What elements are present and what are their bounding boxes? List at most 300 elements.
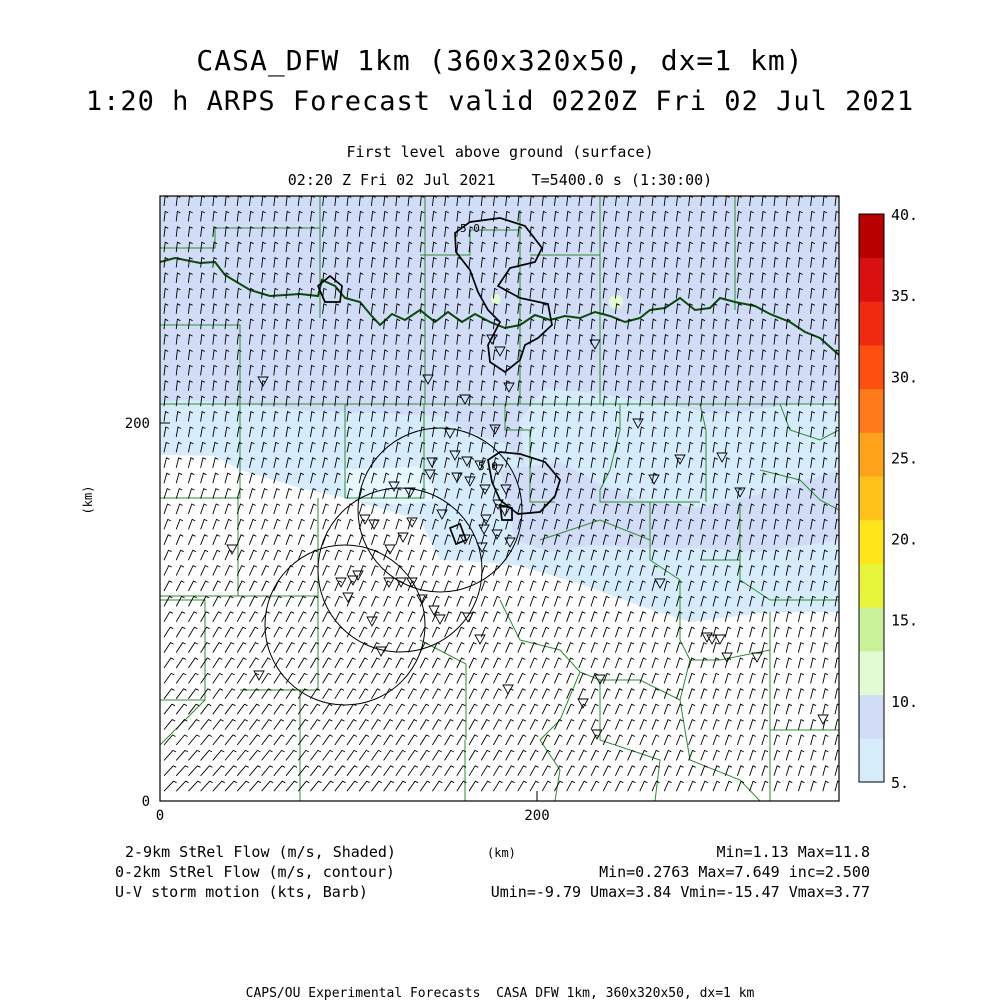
- wind-barb: [554, 612, 561, 622]
- wind-barb: [164, 689, 175, 699]
- wind-barb: [823, 643, 828, 653]
- wind-barb: [176, 673, 186, 683]
- storm-marker: [254, 671, 264, 680]
- colorbar-label: 10.: [891, 692, 919, 711]
- wind-barb: [530, 781, 539, 791]
- wind-barb: [213, 550, 220, 560]
- wind-barb: [432, 766, 442, 776]
- wind-barb: [750, 750, 756, 760]
- wind-barb: [774, 781, 780, 791]
- wind-barb: [530, 766, 539, 776]
- wind-barb: [567, 704, 575, 714]
- x-tick-label: 200: [524, 808, 550, 824]
- forecast-subtitle: 1:20 h ARPS Forecast valid 0220Z Fri 02 Jul 2021: [85, 86, 915, 117]
- wind-barb: [176, 689, 186, 699]
- wind-barb: [249, 627, 258, 637]
- wind-barb: [701, 720, 708, 730]
- wind-barb: [530, 720, 538, 730]
- wind-barb: [237, 612, 245, 622]
- wind-barb: [737, 704, 743, 714]
- wind-barb: [579, 720, 587, 730]
- wind-barb: [408, 766, 418, 776]
- wind-barb: [225, 566, 233, 576]
- wind-barb: [493, 581, 500, 591]
- wind-barb: [640, 735, 647, 745]
- wind-barb: [323, 720, 333, 730]
- wind-barb: [493, 596, 500, 606]
- wind-barb: [347, 612, 355, 622]
- wind-barb: [237, 658, 246, 668]
- wind-barb: [664, 720, 671, 730]
- wind-barb: [286, 596, 294, 606]
- wind-barb: [823, 627, 828, 637]
- wind-barb: [823, 612, 828, 622]
- wind-barb: [811, 643, 816, 653]
- wind-barb: [432, 658, 440, 668]
- wind-barb: [164, 643, 174, 653]
- wind-barb: [457, 566, 464, 576]
- wind-barb: [445, 566, 452, 576]
- wind-barb: [664, 658, 670, 668]
- wind-barb: [249, 473, 255, 483]
- wind-barb: [176, 658, 186, 668]
- wind-barb: [286, 519, 292, 529]
- wind-barb: [408, 612, 415, 622]
- wind-barb: [274, 643, 283, 653]
- wind-barb: [347, 581, 354, 591]
- wind-barb: [603, 750, 611, 760]
- wind-barb: [237, 627, 246, 637]
- wind-barb: [506, 581, 512, 591]
- wind-barb: [591, 689, 598, 699]
- wind-barb: [201, 704, 212, 714]
- wind-barb: [164, 458, 170, 468]
- wind-barb: [274, 504, 280, 514]
- wind-barb: [640, 643, 646, 653]
- wind-barb: [164, 766, 176, 776]
- wind-barb: [359, 781, 370, 791]
- wind-barb: [481, 720, 490, 730]
- wind-barb: [164, 504, 171, 514]
- wind-barb: [213, 658, 223, 668]
- wind-barb: [347, 535, 354, 545]
- wind-barb: [469, 673, 477, 683]
- wind-barb: [310, 781, 321, 791]
- wind-barb: [640, 781, 648, 791]
- wind-barb: [176, 458, 182, 468]
- wind-barb: [225, 535, 232, 545]
- wind-barb: [786, 673, 792, 683]
- wind-barb: [225, 750, 236, 760]
- colorbar-swatch: [859, 564, 884, 608]
- wind-barb: [774, 612, 779, 622]
- wind-barb: [798, 627, 803, 637]
- wind-barb: [188, 673, 198, 683]
- wind-barb: [689, 627, 695, 637]
- wind-barb: [225, 627, 234, 637]
- wind-barb: [737, 643, 743, 653]
- wind-barb: [664, 627, 670, 637]
- wind-barb: [811, 750, 817, 760]
- wind-barb: [323, 735, 333, 745]
- wind-barb: [774, 750, 780, 760]
- wind-barb: [310, 535, 317, 545]
- wind-barb: [396, 566, 403, 576]
- wind-barb: [750, 766, 756, 776]
- wind-barb: [347, 643, 355, 653]
- wind-barb: [420, 550, 427, 560]
- colorbar-swatch: [859, 695, 884, 739]
- wind-barb: [335, 704, 345, 714]
- wind-barb: [469, 781, 478, 791]
- wind-barb: [542, 627, 549, 637]
- wind-barb: [603, 766, 611, 776]
- wind-barb: [286, 489, 292, 499]
- wind-barb: [774, 689, 780, 699]
- wind-barb: [164, 535, 171, 545]
- wind-barb: [286, 673, 295, 683]
- wind-barb: [298, 673, 307, 683]
- wind-barb: [335, 627, 343, 637]
- wind-barb: [225, 596, 233, 606]
- wind-barb: [396, 596, 403, 606]
- colorbar-label: 15.: [891, 611, 919, 630]
- wind-barb: [737, 689, 743, 699]
- wind-barb: [725, 781, 732, 791]
- wind-barb: [274, 566, 281, 576]
- y-axis-unit: (km): [81, 485, 95, 515]
- wind-barb: [737, 627, 743, 637]
- wind-barb: [445, 704, 454, 714]
- wind-barb: [676, 781, 683, 791]
- wind-barb: [359, 720, 369, 730]
- wind-barb: [689, 720, 696, 730]
- wind-barb: [274, 535, 281, 545]
- wind-barb: [481, 612, 488, 622]
- wind-barb: [554, 781, 563, 791]
- wind-barb: [335, 766, 346, 776]
- contour-field-stats: Min=0.2763 Max=7.649 inc=2.500: [599, 863, 870, 881]
- wind-barb: [188, 581, 196, 591]
- wind-barb: [396, 673, 405, 683]
- wind-barb: [249, 720, 260, 730]
- wind-barb: [530, 704, 538, 714]
- wind-barb: [347, 673, 356, 683]
- wind-barb: [628, 766, 636, 776]
- wind-barb: [615, 766, 623, 776]
- storm-marker: [578, 699, 588, 708]
- wind-barb: [750, 689, 756, 699]
- wind-barb: [481, 689, 489, 699]
- wind-barb: [286, 566, 293, 576]
- wind-barb: [335, 612, 343, 622]
- wind-barb: [518, 689, 526, 699]
- wind-barb: [554, 704, 562, 714]
- wind-barb: [798, 612, 803, 622]
- wind-barb: [249, 781, 261, 791]
- wind-barb: [188, 489, 194, 499]
- wind-barb: [469, 689, 477, 699]
- wind-barb: [798, 735, 804, 745]
- wind-barb: [457, 735, 466, 745]
- wind-barb: [237, 673, 247, 683]
- wind-barb: [188, 473, 194, 483]
- wind-barb: [420, 612, 427, 622]
- wind-barb: [676, 658, 682, 668]
- wind-barb: [371, 781, 381, 791]
- wind-barb: [811, 781, 817, 791]
- wind-barb: [359, 673, 368, 683]
- wind-barb: [164, 473, 170, 483]
- wind-barb: [725, 627, 731, 637]
- shaded-field-label: 2-9km StRel Flow (m/s, Shaded): [125, 843, 396, 861]
- wind-barb: [774, 673, 780, 683]
- colorbar-swatch: [859, 432, 884, 476]
- wind-barb: [615, 643, 622, 653]
- wind-barb: [725, 750, 732, 760]
- y-tick-label: 200: [124, 416, 150, 432]
- wind-barb: [310, 735, 320, 745]
- x-tick-label: 0: [155, 808, 165, 824]
- wind-barb: [628, 627, 634, 637]
- wind-barb: [262, 720, 272, 730]
- wind-barb: [725, 720, 731, 730]
- wind-barb: [506, 566, 512, 576]
- colorbar-swatch: [859, 214, 884, 258]
- wind-barb: [664, 781, 671, 791]
- wind-barb: [493, 704, 501, 714]
- wind-barb: [713, 643, 719, 653]
- wind-barb: [628, 704, 635, 714]
- wind-barb: [225, 689, 235, 699]
- wind-barb: [188, 658, 198, 668]
- wind-barb: [567, 750, 575, 760]
- wind-barb: [774, 720, 780, 730]
- wind-barb: [811, 766, 817, 776]
- storm-marker: [475, 635, 485, 644]
- wind-barb: [432, 627, 440, 637]
- wind-barb: [628, 673, 635, 683]
- wind-barb: [762, 612, 767, 622]
- wind-barb: [323, 689, 332, 699]
- wind-barb: [530, 627, 537, 637]
- wind-barb: [725, 704, 731, 714]
- wind-barb: [359, 750, 369, 760]
- wind-barb: [713, 735, 720, 745]
- wind-barb: [469, 735, 478, 745]
- wind-barb: [823, 689, 828, 699]
- wind-barb: [188, 566, 196, 576]
- wind-barb: [506, 766, 515, 776]
- storm-marker: [435, 615, 445, 624]
- wind-barb: [689, 689, 695, 699]
- wind-barb: [640, 766, 648, 776]
- contour-value-label: 5.0: [460, 222, 480, 235]
- wind-barb: [811, 720, 817, 730]
- wind-barb: [286, 658, 295, 668]
- wind-barb: [579, 627, 586, 637]
- wind-barb: [408, 750, 418, 760]
- wind-barb: [335, 566, 342, 576]
- wind-barb: [262, 735, 273, 745]
- wind-barb: [628, 720, 635, 730]
- wind-barb: [701, 781, 708, 791]
- wind-barb: [310, 612, 318, 622]
- wind-barb: [432, 581, 439, 591]
- wind-barb: [201, 473, 207, 483]
- wind-barb: [518, 596, 525, 606]
- wind-barb: [823, 781, 829, 791]
- wind-barb: [432, 673, 440, 683]
- wind-barb: [274, 704, 284, 714]
- wind-barb: [396, 627, 404, 637]
- wind-barb: [542, 596, 549, 606]
- wind-barb: [823, 720, 829, 730]
- wind-barb: [554, 658, 561, 668]
- wind-barb: [542, 581, 548, 591]
- wind-barb: [225, 489, 231, 499]
- wind-barb: [469, 596, 476, 606]
- wind-barb: [371, 658, 379, 668]
- wind-barb: [615, 612, 621, 622]
- wind-barb: [567, 612, 574, 622]
- wind-barb: [652, 627, 658, 637]
- wind-barb: [798, 704, 804, 714]
- wind-barb: [798, 643, 803, 653]
- wind-barb: [274, 720, 284, 730]
- wind-barb: [310, 581, 318, 591]
- wind-barb: [262, 535, 269, 545]
- shade-green-spot: [491, 294, 501, 304]
- shaded-field: [160, 196, 839, 622]
- wind-barb: [530, 673, 538, 683]
- wind-barb: [628, 643, 635, 653]
- wind-barb: [591, 781, 599, 791]
- wind-barb: [603, 704, 610, 714]
- wind-barb: [567, 658, 574, 668]
- wind-barb: [298, 519, 304, 529]
- wind-barb: [249, 519, 256, 529]
- wind-barb: [493, 735, 502, 745]
- wind-barb: [603, 612, 609, 622]
- contour-value-label: 5.0: [478, 460, 498, 473]
- wind-barb: [225, 704, 235, 714]
- wind-barb: [762, 704, 768, 714]
- wind-barb: [615, 735, 622, 745]
- wind-barb: [530, 689, 538, 699]
- wind-barb: [188, 735, 199, 745]
- wind-barb: [542, 720, 550, 730]
- wind-barb: [274, 489, 280, 499]
- wind-barb: [420, 581, 427, 591]
- wind-barb: [676, 643, 682, 653]
- wind-barb: [786, 658, 792, 668]
- wind-barb: [201, 550, 208, 560]
- wind-barb: [262, 581, 270, 591]
- wind-barb: [737, 658, 743, 668]
- wind-barb: [652, 612, 658, 622]
- wind-barb: [164, 720, 175, 730]
- wind-barb: [762, 627, 768, 637]
- wind-barb: [213, 643, 222, 653]
- wind-barb: [823, 735, 829, 745]
- wind-barb: [359, 658, 368, 668]
- wind-barb: [750, 643, 756, 653]
- wind-barb: [164, 489, 170, 499]
- wind-barb: [567, 673, 574, 683]
- wind-barb: [347, 550, 354, 560]
- wind-barb: [249, 643, 258, 653]
- wind-barb: [262, 566, 269, 576]
- wind-barb: [481, 704, 489, 714]
- wind-barb: [725, 643, 731, 653]
- wind-barb: [591, 720, 599, 730]
- wind-barb: [237, 781, 249, 791]
- wind-barb: [213, 720, 224, 730]
- wind-barb: [310, 627, 318, 637]
- wind-barb: [225, 581, 233, 591]
- wind-barb: [323, 612, 331, 622]
- wind-barb: [664, 766, 671, 776]
- wind-barb: [164, 550, 172, 560]
- wind-barb: [786, 627, 791, 637]
- wind-barb: [774, 643, 780, 653]
- wind-barb: [603, 627, 610, 637]
- wind-barb: [542, 704, 550, 714]
- wind-barb: [420, 781, 430, 791]
- wind-barb: [384, 519, 390, 529]
- storm-marker: [429, 606, 439, 615]
- wind-barb: [628, 658, 635, 668]
- colorbar-label: 40.: [891, 206, 919, 224]
- wind-barb: [176, 766, 188, 776]
- wind-barb: [298, 596, 306, 606]
- wind-barb: [359, 519, 365, 529]
- wind-barb: [786, 766, 792, 776]
- wind-barb: [493, 766, 502, 776]
- level-label: First level above ground (surface): [346, 143, 654, 161]
- wind-barb: [750, 781, 757, 791]
- wind-barb: [762, 720, 768, 730]
- wind-barb: [176, 550, 184, 560]
- wind-barb: [274, 596, 282, 606]
- wind-barb: [481, 673, 489, 683]
- wind-barb: [713, 781, 720, 791]
- wind-barb: [493, 781, 502, 791]
- barb-field-label: U-V storm motion (kts, Barb): [115, 883, 368, 901]
- wind-barb: [750, 673, 756, 683]
- wind-barb: [176, 612, 185, 622]
- wind-barb: [506, 720, 514, 730]
- wind-barb: [286, 781, 297, 791]
- wind-barb: [615, 658, 622, 668]
- wind-barb: [408, 735, 417, 745]
- wind-barb: [359, 704, 368, 714]
- wind-barb: [249, 504, 255, 514]
- wind-barb: [432, 735, 441, 745]
- wind-barb: [615, 627, 621, 637]
- wind-barb: [359, 689, 368, 699]
- wind-barb: [493, 612, 500, 622]
- wind-barb: [249, 596, 257, 606]
- wind-barb: [469, 720, 478, 730]
- wind-barb: [652, 673, 659, 683]
- wind-barb: [640, 627, 646, 637]
- wind-barb: [188, 704, 199, 714]
- wind-barb: [298, 504, 304, 514]
- wind-barb: [579, 750, 587, 760]
- wind-barb: [225, 643, 234, 653]
